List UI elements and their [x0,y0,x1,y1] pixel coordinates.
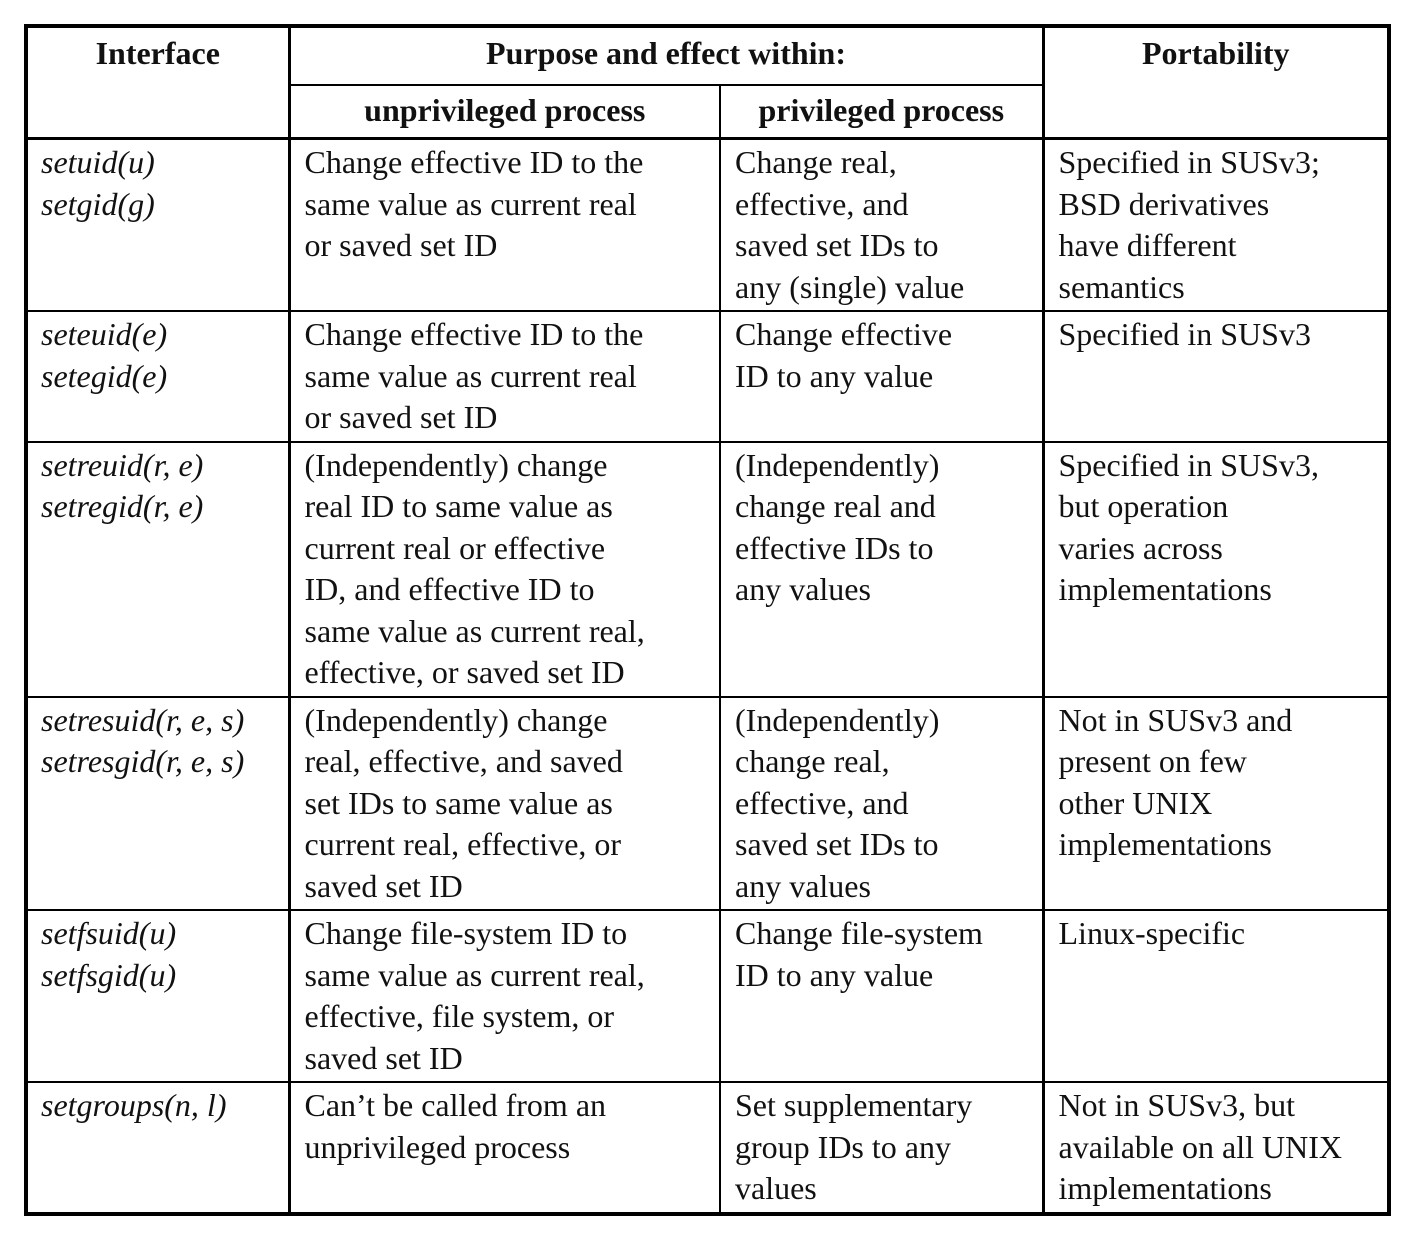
privileged-line: Change file-system [735,915,983,951]
unprivileged-line: current real or effective [304,529,606,566]
table-body [26,139,1389,1214]
table-row [26,1082,1389,1214]
privileged-line: Change real, [735,144,897,180]
unprivileged-line: same value as current real [304,185,637,222]
unprivileged-line: effective, file system, or [304,998,615,1034]
unprivileged-line: saved set ID [304,1039,463,1076]
privileged-line: (Independently) [735,701,940,738]
portability-line: have different [1058,227,1237,263]
privileged-line: (Independently) [735,446,940,483]
privileged-cell [720,139,1043,312]
header-privileged: privileged process [720,85,1043,139]
header-unprivileged: unprivileged process [289,85,720,139]
header-row-top [26,26,1389,85]
privileged-cell [720,1082,1043,1214]
portability-cell [1043,139,1389,312]
interface-line: setfsuid(u) [41,915,177,951]
unprivileged-cell [289,697,720,911]
interface-line: setresuid(r, e, s) [41,701,245,738]
table-header [26,26,1389,139]
portability-line: Specified in SUSv3; [1058,144,1320,180]
unprivileged-line: unprivileged process [304,1128,571,1165]
portability-cell [1043,697,1389,911]
unprivileged-line: effective, or saved set ID [304,654,625,690]
privileged-cell [720,697,1043,911]
portability-line: Not in SUSv3 and [1058,701,1293,738]
privileged-line: saved set IDs to [735,227,939,263]
portability-line: implementations [1058,571,1272,607]
privileged-line: change real, [735,743,890,779]
unprivileged-line: current real, effective, or [304,826,622,862]
table-row [26,442,1389,697]
table-row [26,139,1389,312]
unprivileged-cell [289,139,720,312]
portability-cell [1043,311,1389,442]
header-purpose: Purpose and effect within: [289,26,1043,85]
portability-line: present on few [1058,743,1247,779]
unprivileged-cell [289,1082,720,1214]
unprivileged-line: same value as current real [304,357,637,394]
unprivileged-line: saved set ID [304,867,463,904]
interface-line: setgid(g) [41,185,155,222]
portability-cell [1043,1082,1389,1214]
privileged-line: effective, and [735,185,909,222]
interface-line: setegid(e) [41,357,168,394]
header-portability: Portability [1043,26,1389,139]
unprivileged-line: set IDs to same value as [304,784,613,821]
unprivileged-line: real ID to same value as [304,488,613,524]
unprivileged-line: ID, and effective ID to [304,571,595,607]
privileged-line: group IDs to any [735,1128,951,1165]
interface-cell [26,697,289,911]
interface-cell [26,1082,289,1214]
portability-cell [1043,442,1389,697]
interface-cell [26,442,289,697]
privileged-line: ID to any value [735,357,934,394]
portability-line: but operation [1058,488,1229,524]
unprivileged-cell [289,442,720,697]
portability-line: BSD derivatives [1058,185,1270,222]
interface-cell [26,910,289,1082]
table-row [26,910,1389,1082]
privileged-line: Change effective [735,316,953,352]
interface-line: setreuid(r, e) [41,446,204,483]
unprivileged-line: or saved set ID [304,227,498,263]
unprivileged-line: (Independently) change [304,446,608,483]
privileged-cell [720,442,1043,697]
interface-line: setregid(r, e) [41,488,204,524]
portability-line: implementations [1058,1170,1272,1206]
privileged-line: values [735,1170,817,1206]
unprivileged-line: Change effective ID to the [304,144,644,180]
unprivileged-line: same value as current real, [304,612,645,649]
privileged-cell [720,311,1043,442]
header-interface: Interface [26,26,289,139]
interface-line: setresgid(r, e, s) [41,743,245,779]
unprivileged-line: Can’t be called from an [304,1087,607,1123]
interface-cell [26,311,289,442]
unprivileged-line: or saved set ID [304,399,498,435]
unprivileged-line: (Independently) change [304,701,608,738]
privileged-cell [720,910,1043,1082]
unprivileged-cell [289,311,720,442]
interface-line: setgroups(n, l) [41,1087,227,1123]
portability-line: implementations [1058,826,1272,862]
portability-line: other UNIX [1058,784,1213,821]
privileged-line: ID to any value [735,956,934,993]
portability-line: Specified in SUSv3, [1058,446,1319,483]
portability-line: Not in SUSv3, but [1058,1087,1295,1123]
privileged-line: any values [735,571,871,607]
unprivileged-line: Change effective ID to the [304,316,644,352]
privileged-line: any (single) value [735,268,965,305]
portability-line: available on all UNIX [1058,1128,1342,1165]
privileged-line: Set supplementary [735,1087,973,1123]
privileged-line: effective, and [735,784,909,821]
unprivileged-cell [289,910,720,1082]
portability-line: Specified in SUSv3 [1058,316,1311,352]
portability-line: Linux-specific [1058,915,1246,951]
privileged-line: saved set IDs to [735,826,939,862]
privileged-line: any values [735,867,871,904]
portability-line: semantics [1058,268,1185,305]
privileged-line: change real and [735,488,936,524]
table-row [26,311,1389,442]
interface-line: seteuid(e) [41,316,168,352]
privileged-line: effective IDs to [735,529,934,566]
unprivileged-line: same value as current real, [304,956,645,993]
portability-line: varies across [1058,529,1223,566]
unprivileged-line: Change file-system ID to [304,915,628,951]
portability-cell [1043,910,1389,1082]
interface-line: setuid(u) [41,144,155,180]
table-row [26,697,1389,911]
credentials-interfaces-table [24,24,1391,1216]
interface-line: setfsgid(u) [41,956,177,993]
unprivileged-line: real, effective, and saved [304,743,623,779]
interface-cell [26,139,289,312]
